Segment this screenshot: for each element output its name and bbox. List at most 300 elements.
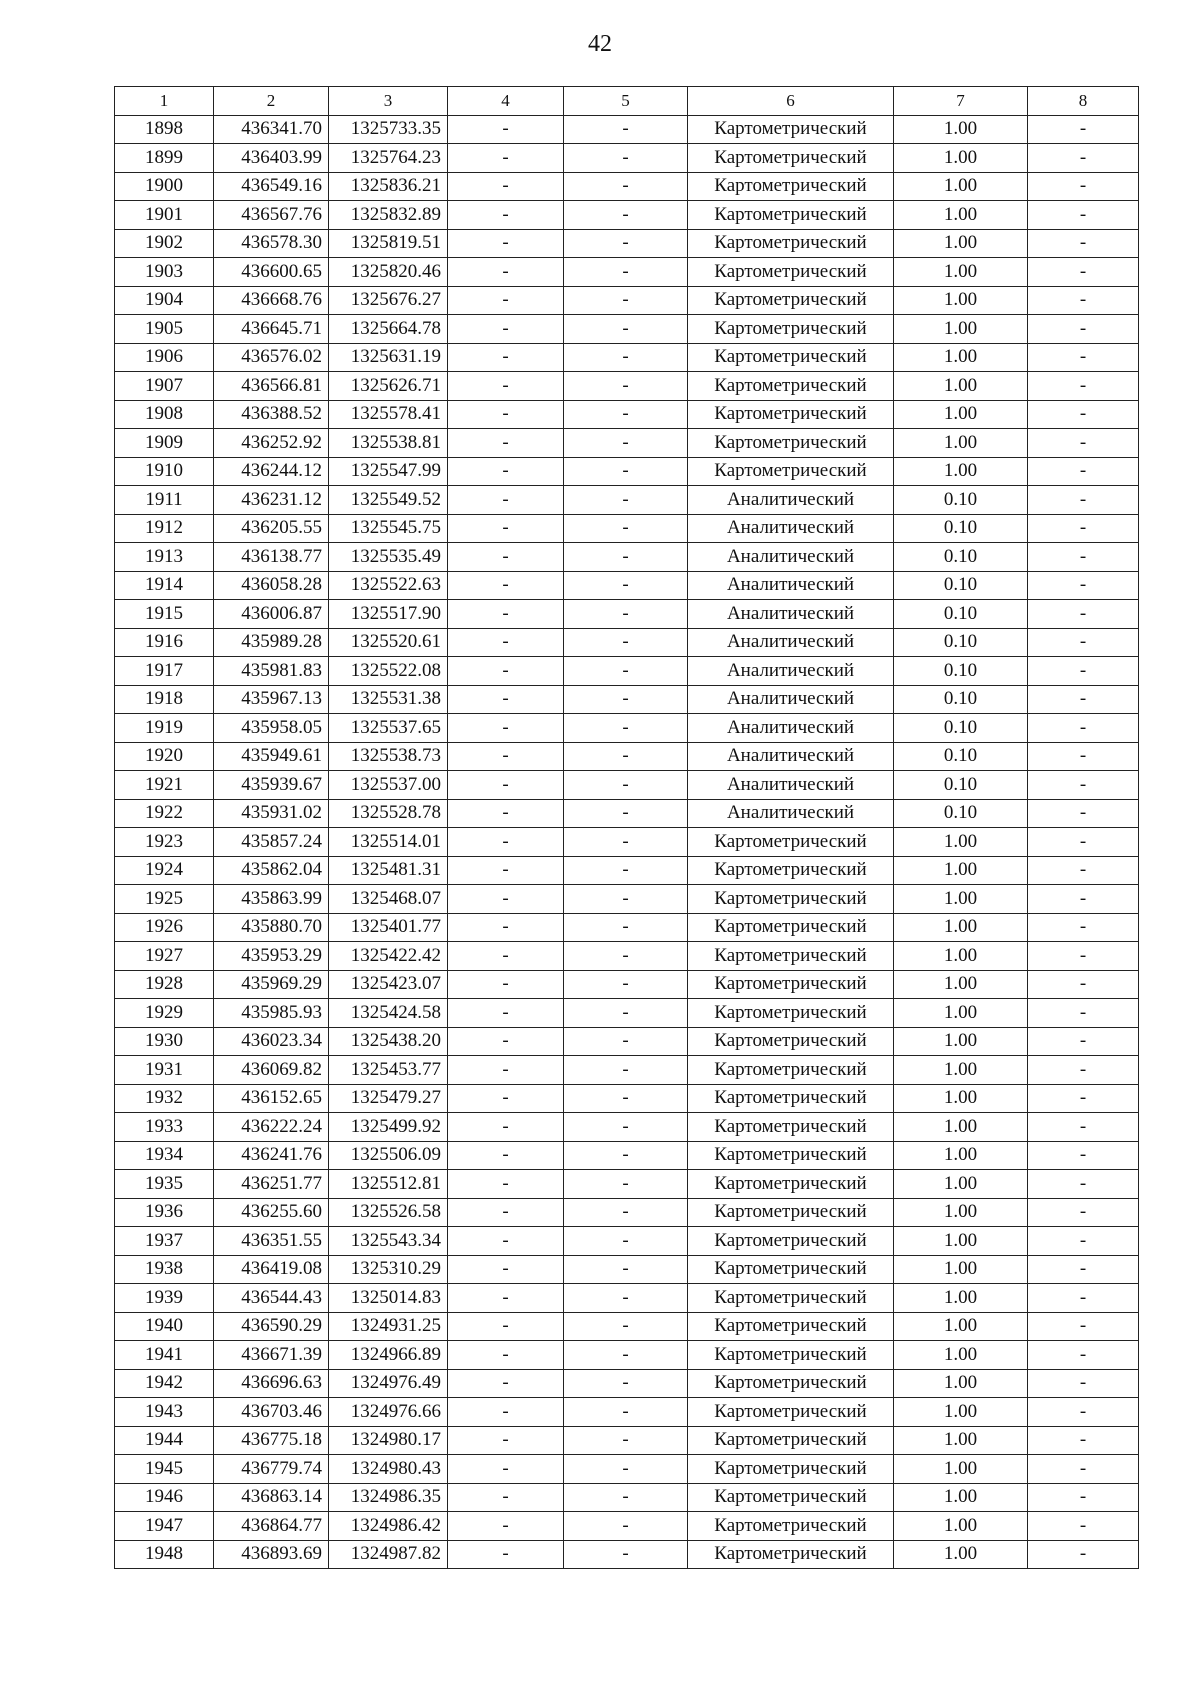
table-row <box>115 1312 1139 1341</box>
cell-method: Картометрический <box>688 1426 894 1455</box>
cell-point-number: 1900 <box>115 172 214 201</box>
cell-col-8: - <box>1028 1341 1139 1370</box>
cell-coord-x: 435985.93 <box>214 999 329 1028</box>
cell-col-8: - <box>1028 1113 1139 1142</box>
cell-method: Картометрический <box>688 429 894 458</box>
cell-col-5: - <box>564 1170 688 1199</box>
cell-accuracy: 1.00 <box>894 1426 1028 1455</box>
cell-col-8: - <box>1028 1426 1139 1455</box>
cell-col-4: - <box>448 1141 564 1170</box>
table-row <box>115 1056 1139 1085</box>
cell-accuracy: 1.00 <box>894 1512 1028 1541</box>
cell-col-8: - <box>1028 201 1139 230</box>
cell-col-4: - <box>448 1369 564 1398</box>
cell-coord-x: 436645.71 <box>214 315 329 344</box>
cell-coord-y: 1325819.51 <box>329 229 448 258</box>
cell-coord-x: 435969.29 <box>214 970 329 999</box>
cell-method: Картометрический <box>688 144 894 173</box>
table-row <box>115 600 1139 629</box>
table-row <box>115 1227 1139 1256</box>
coordinates-table <box>114 86 1139 1569</box>
cell-col-5: - <box>564 1312 688 1341</box>
cell-method: Картометрический <box>688 1341 894 1370</box>
cell-coord-y: 1325423.07 <box>329 970 448 999</box>
cell-col-4: - <box>448 1398 564 1427</box>
cell-accuracy: 1.00 <box>894 1341 1028 1370</box>
cell-col-8: - <box>1028 1398 1139 1427</box>
cell-col-8: - <box>1028 457 1139 486</box>
cell-coord-x: 436205.55 <box>214 514 329 543</box>
cell-coord-x: 435931.02 <box>214 799 329 828</box>
table-row <box>115 657 1139 686</box>
cell-col-4: - <box>448 1312 564 1341</box>
cell-col-5: - <box>564 856 688 885</box>
cell-col-4: - <box>448 685 564 714</box>
table-row <box>115 286 1139 315</box>
cell-method: Картометрический <box>688 201 894 230</box>
cell-col-8: - <box>1028 1312 1139 1341</box>
cell-point-number: 1908 <box>115 400 214 429</box>
cell-col-5: - <box>564 999 688 1028</box>
cell-col-4: - <box>448 1284 564 1313</box>
cell-col-5: - <box>564 400 688 429</box>
cell-method: Картометрический <box>688 1312 894 1341</box>
cell-point-number: 1920 <box>115 742 214 771</box>
cell-point-number: 1915 <box>115 600 214 629</box>
cell-coord-y: 1325626.71 <box>329 372 448 401</box>
cell-coord-x: 435981.83 <box>214 657 329 686</box>
cell-col-5: - <box>564 600 688 629</box>
cell-coord-x: 436023.34 <box>214 1027 329 1056</box>
cell-method: Аналитический <box>688 714 894 743</box>
cell-point-number: 1945 <box>115 1455 214 1484</box>
table-row <box>115 1027 1139 1056</box>
cell-col-5: - <box>564 543 688 572</box>
cell-coord-x: 436863.14 <box>214 1483 329 1512</box>
cell-accuracy: 1.00 <box>894 1369 1028 1398</box>
cell-accuracy: 1.00 <box>894 1027 1028 1056</box>
table-row <box>115 514 1139 543</box>
cell-coord-y: 1325549.52 <box>329 486 448 515</box>
cell-method: Картометрический <box>688 1284 894 1313</box>
cell-col-8: - <box>1028 1483 1139 1512</box>
cell-coord-y: 1324976.49 <box>329 1369 448 1398</box>
cell-coord-y: 1325543.34 <box>329 1227 448 1256</box>
cell-method: Картометрический <box>688 372 894 401</box>
cell-coord-y: 1325514.01 <box>329 828 448 857</box>
cell-coord-y: 1325545.75 <box>329 514 448 543</box>
cell-col-8: - <box>1028 315 1139 344</box>
cell-coord-y: 1324976.66 <box>329 1398 448 1427</box>
cell-col-5: - <box>564 372 688 401</box>
cell-coord-y: 1325832.89 <box>329 201 448 230</box>
cell-col-4: - <box>448 115 564 144</box>
table-row <box>115 429 1139 458</box>
cell-coord-x: 436403.99 <box>214 144 329 173</box>
cell-coord-y: 1324986.42 <box>329 1512 448 1541</box>
cell-col-5: - <box>564 144 688 173</box>
cell-col-4: - <box>448 1255 564 1284</box>
cell-point-number: 1911 <box>115 486 214 515</box>
cell-method: Картометрический <box>688 115 894 144</box>
cell-point-number: 1906 <box>115 343 214 372</box>
cell-point-number: 1910 <box>115 457 214 486</box>
cell-accuracy: 1.00 <box>894 1056 1028 1085</box>
cell-col-5: - <box>564 1084 688 1113</box>
cell-col-4: - <box>448 1341 564 1370</box>
table-row <box>115 1426 1139 1455</box>
cell-col-4: - <box>448 144 564 173</box>
header-col-2: 2 <box>214 87 329 116</box>
cell-accuracy: 0.10 <box>894 600 1028 629</box>
cell-accuracy: 1.00 <box>894 1455 1028 1484</box>
cell-coord-y: 1325522.08 <box>329 657 448 686</box>
cell-coord-x: 436244.12 <box>214 457 329 486</box>
cell-accuracy: 1.00 <box>894 1084 1028 1113</box>
cell-coord-y: 1325401.77 <box>329 913 448 942</box>
cell-col-4: - <box>448 571 564 600</box>
cell-coord-y: 1325481.31 <box>329 856 448 885</box>
cell-accuracy: 1.00 <box>894 258 1028 287</box>
cell-col-5: - <box>564 571 688 600</box>
cell-col-4: - <box>448 1056 564 1085</box>
cell-col-8: - <box>1028 543 1139 572</box>
cell-col-8: - <box>1028 1255 1139 1284</box>
cell-coord-x: 436893.69 <box>214 1540 329 1569</box>
cell-col-5: - <box>564 514 688 543</box>
table-row <box>115 1540 1139 1569</box>
cell-method: Картометрический <box>688 1056 894 1085</box>
cell-col-8: - <box>1028 1540 1139 1569</box>
cell-method: Картометрический <box>688 286 894 315</box>
cell-point-number: 1924 <box>115 856 214 885</box>
cell-coord-x: 436138.77 <box>214 543 329 572</box>
cell-coord-y: 1325424.58 <box>329 999 448 1028</box>
cell-accuracy: 0.10 <box>894 685 1028 714</box>
header-col-8: 8 <box>1028 87 1139 116</box>
cell-col-8: - <box>1028 258 1139 287</box>
table-row <box>115 1512 1139 1541</box>
cell-col-5: - <box>564 1341 688 1370</box>
cell-method: Картометрический <box>688 229 894 258</box>
cell-coord-x: 436252.92 <box>214 429 329 458</box>
cell-method: Аналитический <box>688 486 894 515</box>
cell-coord-x: 436779.74 <box>214 1455 329 1484</box>
cell-point-number: 1912 <box>115 514 214 543</box>
cell-accuracy: 0.10 <box>894 771 1028 800</box>
cell-coord-x: 435857.24 <box>214 828 329 857</box>
table-row <box>115 1483 1139 1512</box>
cell-coord-x: 436567.76 <box>214 201 329 230</box>
cell-coord-x: 435939.67 <box>214 771 329 800</box>
cell-accuracy: 1.00 <box>894 343 1028 372</box>
cell-accuracy: 1.00 <box>894 828 1028 857</box>
cell-col-4: - <box>448 1512 564 1541</box>
cell-accuracy: 0.10 <box>894 571 1028 600</box>
cell-col-4: - <box>448 1483 564 1512</box>
cell-method: Картометрический <box>688 1512 894 1541</box>
cell-col-5: - <box>564 1056 688 1085</box>
cell-coord-x: 436696.63 <box>214 1369 329 1398</box>
table-body <box>115 115 1139 1569</box>
cell-coord-y: 1324931.25 <box>329 1312 448 1341</box>
cell-method: Картометрический <box>688 1113 894 1142</box>
cell-accuracy: 1.00 <box>894 144 1028 173</box>
cell-col-5: - <box>564 628 688 657</box>
cell-col-8: - <box>1028 429 1139 458</box>
cell-col-8: - <box>1028 1198 1139 1227</box>
cell-coord-y: 1325631.19 <box>329 343 448 372</box>
cell-col-5: - <box>564 828 688 857</box>
cell-col-8: - <box>1028 1512 1139 1541</box>
cell-point-number: 1905 <box>115 315 214 344</box>
cell-point-number: 1919 <box>115 714 214 743</box>
cell-method: Картометрический <box>688 913 894 942</box>
cell-method: Картометрический <box>688 1369 894 1398</box>
cell-coord-x: 436251.77 <box>214 1170 329 1199</box>
cell-accuracy: 1.00 <box>894 429 1028 458</box>
cell-coord-x: 436241.76 <box>214 1141 329 1170</box>
cell-col-4: - <box>448 229 564 258</box>
cell-accuracy: 1.00 <box>894 229 1028 258</box>
cell-point-number: 1928 <box>115 970 214 999</box>
cell-method: Аналитический <box>688 543 894 572</box>
table-row <box>115 970 1139 999</box>
table-row <box>115 144 1139 173</box>
cell-col-4: - <box>448 828 564 857</box>
cell-coord-y: 1325676.27 <box>329 286 448 315</box>
header-col-5: 5 <box>564 87 688 116</box>
cell-col-8: - <box>1028 1056 1139 1085</box>
table-row <box>115 1141 1139 1170</box>
cell-col-5: - <box>564 1540 688 1569</box>
cell-col-8: - <box>1028 942 1139 971</box>
cell-coord-y: 1324980.17 <box>329 1426 448 1455</box>
cell-coord-y: 1325468.07 <box>329 885 448 914</box>
cell-col-5: - <box>564 942 688 971</box>
table-row <box>115 942 1139 971</box>
cell-col-5: - <box>564 742 688 771</box>
cell-col-4: - <box>448 600 564 629</box>
cell-accuracy: 0.10 <box>894 486 1028 515</box>
cell-coord-x: 435949.61 <box>214 742 329 771</box>
cell-coord-x: 436419.08 <box>214 1255 329 1284</box>
table-row <box>115 1084 1139 1113</box>
cell-col-4: - <box>448 856 564 885</box>
cell-col-8: - <box>1028 1284 1139 1313</box>
cell-col-4: - <box>448 343 564 372</box>
cell-coord-x: 435989.28 <box>214 628 329 657</box>
table-row <box>115 771 1139 800</box>
cell-point-number: 1898 <box>115 115 214 144</box>
cell-method: Картометрический <box>688 999 894 1028</box>
cell-accuracy: 1.00 <box>894 201 1028 230</box>
table-row <box>115 913 1139 942</box>
cell-point-number: 1931 <box>115 1056 214 1085</box>
cell-method: Картометрический <box>688 343 894 372</box>
cell-method: Картометрический <box>688 885 894 914</box>
cell-col-8: - <box>1028 229 1139 258</box>
cell-col-5: - <box>564 343 688 372</box>
cell-col-5: - <box>564 286 688 315</box>
cell-coord-y: 1325538.81 <box>329 429 448 458</box>
table-row <box>115 571 1139 600</box>
cell-coord-y: 1325836.21 <box>329 172 448 201</box>
table-row <box>115 799 1139 828</box>
cell-coord-y: 1325438.20 <box>329 1027 448 1056</box>
cell-col-4: - <box>448 628 564 657</box>
cell-coord-x: 436069.82 <box>214 1056 329 1085</box>
table-row <box>115 999 1139 1028</box>
table-row <box>115 628 1139 657</box>
table-row <box>115 742 1139 771</box>
cell-col-8: - <box>1028 1084 1139 1113</box>
cell-coord-y: 1324980.43 <box>329 1455 448 1484</box>
cell-method: Картометрический <box>688 315 894 344</box>
cell-accuracy: 1.00 <box>894 1483 1028 1512</box>
cell-method: Картометрический <box>688 1255 894 1284</box>
cell-accuracy: 1.00 <box>894 1113 1028 1142</box>
cell-coord-y: 1325537.00 <box>329 771 448 800</box>
header-col-3: 3 <box>329 87 448 116</box>
cell-method: Картометрический <box>688 1084 894 1113</box>
cell-method: Картометрический <box>688 1455 894 1484</box>
cell-point-number: 1918 <box>115 685 214 714</box>
cell-coord-x: 436590.29 <box>214 1312 329 1341</box>
cell-col-5: - <box>564 1227 688 1256</box>
cell-accuracy: 1.00 <box>894 1141 1028 1170</box>
cell-point-number: 1940 <box>115 1312 214 1341</box>
cell-coord-x: 436600.65 <box>214 258 329 287</box>
cell-col-8: - <box>1028 742 1139 771</box>
cell-col-5: - <box>564 201 688 230</box>
cell-col-8: - <box>1028 1227 1139 1256</box>
table-row <box>115 685 1139 714</box>
cell-method: Аналитический <box>688 514 894 543</box>
table-row <box>115 1455 1139 1484</box>
cell-col-5: - <box>564 657 688 686</box>
cell-col-4: - <box>448 400 564 429</box>
cell-accuracy: 0.10 <box>894 714 1028 743</box>
cell-col-4: - <box>448 514 564 543</box>
cell-col-8: - <box>1028 343 1139 372</box>
cell-col-8: - <box>1028 970 1139 999</box>
cell-col-5: - <box>564 115 688 144</box>
cell-method: Картометрический <box>688 942 894 971</box>
table-row <box>115 885 1139 914</box>
table-row <box>115 1255 1139 1284</box>
cell-point-number: 1942 <box>115 1369 214 1398</box>
cell-coord-y: 1324966.89 <box>329 1341 448 1370</box>
table-row <box>115 315 1139 344</box>
cell-coord-x: 436058.28 <box>214 571 329 600</box>
cell-coord-y: 1325520.61 <box>329 628 448 657</box>
cell-col-8: - <box>1028 486 1139 515</box>
cell-coord-x: 436671.39 <box>214 1341 329 1370</box>
cell-coord-x: 436231.12 <box>214 486 329 515</box>
cell-accuracy: 1.00 <box>894 1227 1028 1256</box>
cell-coord-x: 436341.70 <box>214 115 329 144</box>
cell-col-5: - <box>564 172 688 201</box>
cell-col-5: - <box>564 1369 688 1398</box>
cell-col-5: - <box>564 1426 688 1455</box>
cell-col-8: - <box>1028 144 1139 173</box>
cell-method: Картометрический <box>688 1141 894 1170</box>
cell-coord-y: 1324986.35 <box>329 1483 448 1512</box>
cell-col-4: - <box>448 657 564 686</box>
cell-coord-y: 1325453.77 <box>329 1056 448 1085</box>
cell-point-number: 1937 <box>115 1227 214 1256</box>
table-row <box>115 486 1139 515</box>
cell-method: Аналитический <box>688 628 894 657</box>
cell-coord-y: 1325310.29 <box>329 1255 448 1284</box>
cell-coord-y: 1325733.35 <box>329 115 448 144</box>
cell-coord-x: 435953.29 <box>214 942 329 971</box>
cell-coord-x: 436152.65 <box>214 1084 329 1113</box>
cell-point-number: 1909 <box>115 429 214 458</box>
cell-coord-x: 436544.43 <box>214 1284 329 1313</box>
cell-col-5: - <box>564 970 688 999</box>
cell-coord-y: 1325517.90 <box>329 600 448 629</box>
cell-coord-y: 1325014.83 <box>329 1284 448 1313</box>
cell-coord-x: 436222.24 <box>214 1113 329 1142</box>
table-row <box>115 372 1139 401</box>
cell-point-number: 1933 <box>115 1113 214 1142</box>
cell-accuracy: 1.00 <box>894 172 1028 201</box>
cell-coord-y: 1325522.63 <box>329 571 448 600</box>
cell-col-4: - <box>448 742 564 771</box>
cell-col-8: - <box>1028 600 1139 629</box>
cell-col-4: - <box>448 1198 564 1227</box>
cell-col-5: - <box>564 1198 688 1227</box>
table-row <box>115 1369 1139 1398</box>
cell-point-number: 1903 <box>115 258 214 287</box>
cell-col-5: - <box>564 1284 688 1313</box>
cell-col-8: - <box>1028 1027 1139 1056</box>
cell-coord-y: 1325479.27 <box>329 1084 448 1113</box>
cell-accuracy: 1.00 <box>894 999 1028 1028</box>
cell-coord-y: 1325820.46 <box>329 258 448 287</box>
header-col-1: 1 <box>115 87 214 116</box>
cell-point-number: 1939 <box>115 1284 214 1313</box>
table-row <box>115 172 1139 201</box>
cell-col-4: - <box>448 201 564 230</box>
cell-point-number: 1935 <box>115 1170 214 1199</box>
cell-accuracy: 1.00 <box>894 856 1028 885</box>
cell-accuracy: 1.00 <box>894 457 1028 486</box>
cell-point-number: 1923 <box>115 828 214 857</box>
cell-method: Картометрический <box>688 828 894 857</box>
cell-point-number: 1922 <box>115 799 214 828</box>
cell-col-5: - <box>564 714 688 743</box>
cell-col-8: - <box>1028 372 1139 401</box>
cell-point-number: 1938 <box>115 1255 214 1284</box>
cell-point-number: 1946 <box>115 1483 214 1512</box>
cell-col-8: - <box>1028 172 1139 201</box>
cell-coord-y: 1325531.38 <box>329 685 448 714</box>
table-row <box>115 400 1139 429</box>
cell-point-number: 1907 <box>115 372 214 401</box>
cell-accuracy: 1.00 <box>894 1255 1028 1284</box>
cell-col-5: - <box>564 1113 688 1142</box>
cell-method: Аналитический <box>688 571 894 600</box>
header-col-7: 7 <box>894 87 1028 116</box>
cell-col-8: - <box>1028 828 1139 857</box>
cell-method: Картометрический <box>688 400 894 429</box>
cell-accuracy: 1.00 <box>894 1540 1028 1569</box>
table-row <box>115 457 1139 486</box>
cell-method: Картометрический <box>688 1540 894 1569</box>
